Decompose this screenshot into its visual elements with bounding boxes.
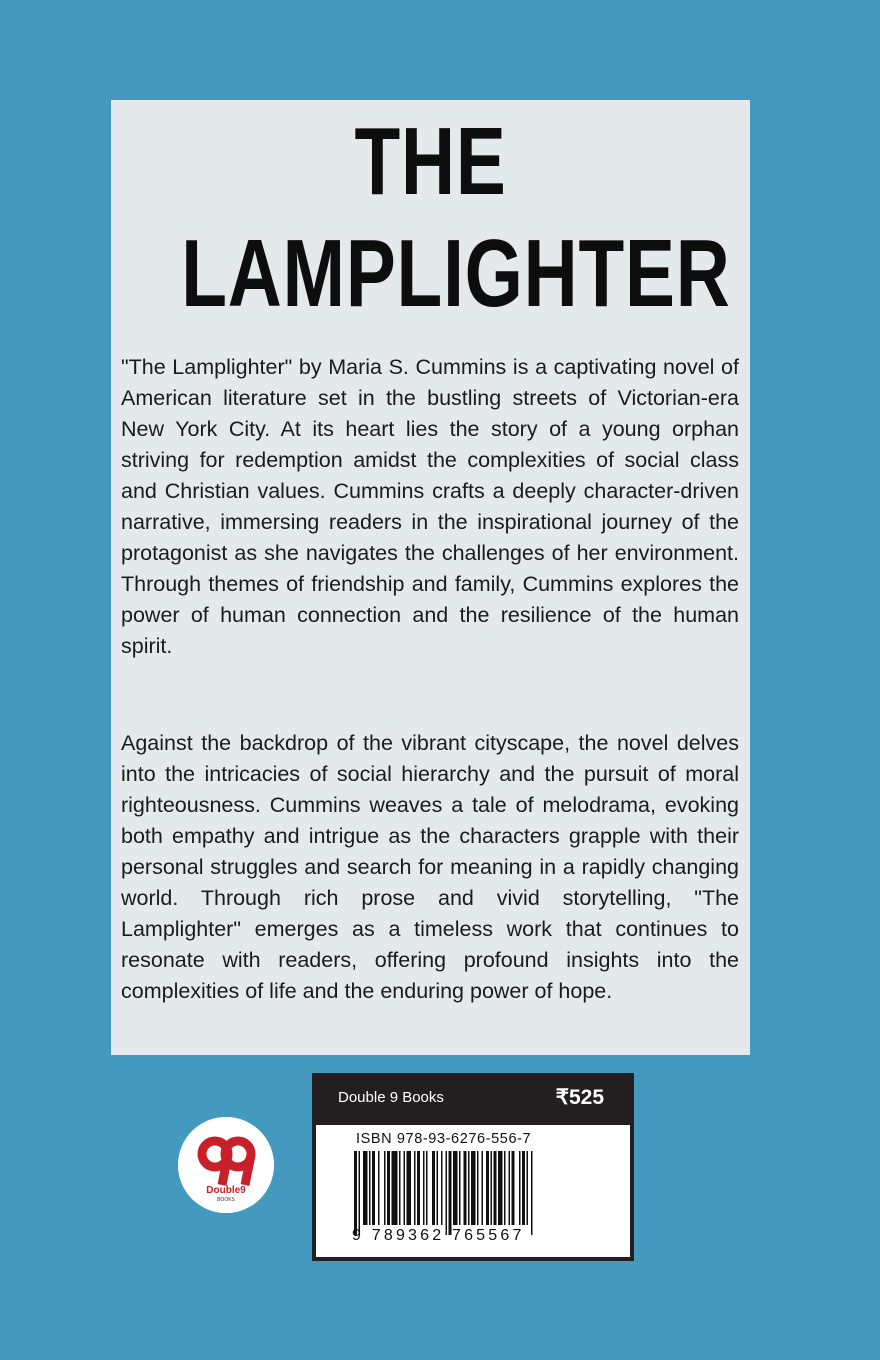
barcode-bar [378,1151,380,1225]
barcode-bar [453,1151,458,1225]
barcode-bar [426,1151,428,1225]
barcode-bar [417,1151,420,1225]
barcode-bar [468,1151,470,1225]
publisher-logo [178,1117,274,1213]
barcode-bar [519,1151,521,1225]
barcode-bar [482,1151,484,1225]
barcode-bar [486,1151,489,1225]
barcode-bar [384,1151,386,1225]
back-cover-panel [111,100,750,1055]
book-title-line-2: LAMPLIGHTER [181,220,731,327]
barcode-bar [372,1151,375,1225]
barcode-area [316,1125,630,1257]
barcode-block [312,1073,634,1261]
price-label: ₹525 [555,1086,604,1109]
barcode-bar [522,1151,525,1225]
barcode-digits: 9 789362 765567 [352,1227,525,1244]
blurb-paragraph-1: "The Lamplighter" by Maria S. Cummins is a captivating novel of American literature set in the bustling streets of Victorian-era New York City. At its heart lies the story of a young orphan striving for redemption amidst the complexities of social class and Christian values. Cummins crafts a deeply character-driven narrative, immersing readers in the inspirational journey of the protagonist as she navigates the challenges of her environment. Through themes of friendship and family, Cummins explores the power of human connection and the resilience of the human spirit. [121,355,739,658]
barcode-bar [491,1151,493,1225]
barcode-bar [414,1151,416,1225]
logo-brand-text: Double9 [206,1185,246,1196]
barcode-bar [512,1151,515,1225]
barcode-header [312,1073,634,1123]
barcode-bars [350,1151,600,1235]
barcode-bar [527,1151,529,1225]
barcode-bar [494,1151,497,1225]
logo-sub-text: BOOKS [217,1197,235,1203]
barcode-bar [477,1151,479,1225]
barcode-bar [437,1151,439,1225]
barcode-bar [359,1151,361,1235]
barcode-bar [392,1151,398,1225]
barcode-bar [369,1151,371,1225]
barcode-bar [432,1151,435,1225]
barcode-bar [404,1151,406,1225]
barcode-bar [354,1151,357,1235]
blurb-paragraph-2: Against the backdrop of the vibrant cityscape, the novel delves into the intricacies of social hierarchy and the pursuit of moral righteousness. Cummins weaves a tale of melodrama, evoking both empathy and intrigue as the characters grapple with their personal struggles and search for meaning in a rapidly changing world. Through rich prose and vivid storytelling, "The Lamplighter" emerges as a timeless work that continues to resonate with readers, offering profound insights into the complexities of life and the enduring power of hope. [121,731,739,1003]
barcode-bar [446,1151,448,1235]
barcode-bar [531,1151,533,1235]
barcode-bar [504,1151,506,1225]
barcode-bar [459,1151,461,1225]
isbn-text: ISBN 978-93-6276-556-7 [356,1131,532,1147]
barcode-bar [449,1151,452,1235]
barcode-bar [441,1151,443,1225]
book-title-line-1: THE [354,108,507,215]
barcode-bar [464,1151,467,1225]
barcode-bar [399,1151,401,1225]
barcode-bar [471,1151,476,1225]
publisher-name: Double 9 Books [338,1089,444,1106]
barcode-bar [387,1151,390,1225]
double9-logo-icon [178,1117,274,1213]
barcode-bar [498,1151,503,1225]
barcode-bar [363,1151,368,1225]
barcode-bar [509,1151,511,1225]
barcode-bar [407,1151,412,1225]
barcode-bar [423,1151,425,1225]
